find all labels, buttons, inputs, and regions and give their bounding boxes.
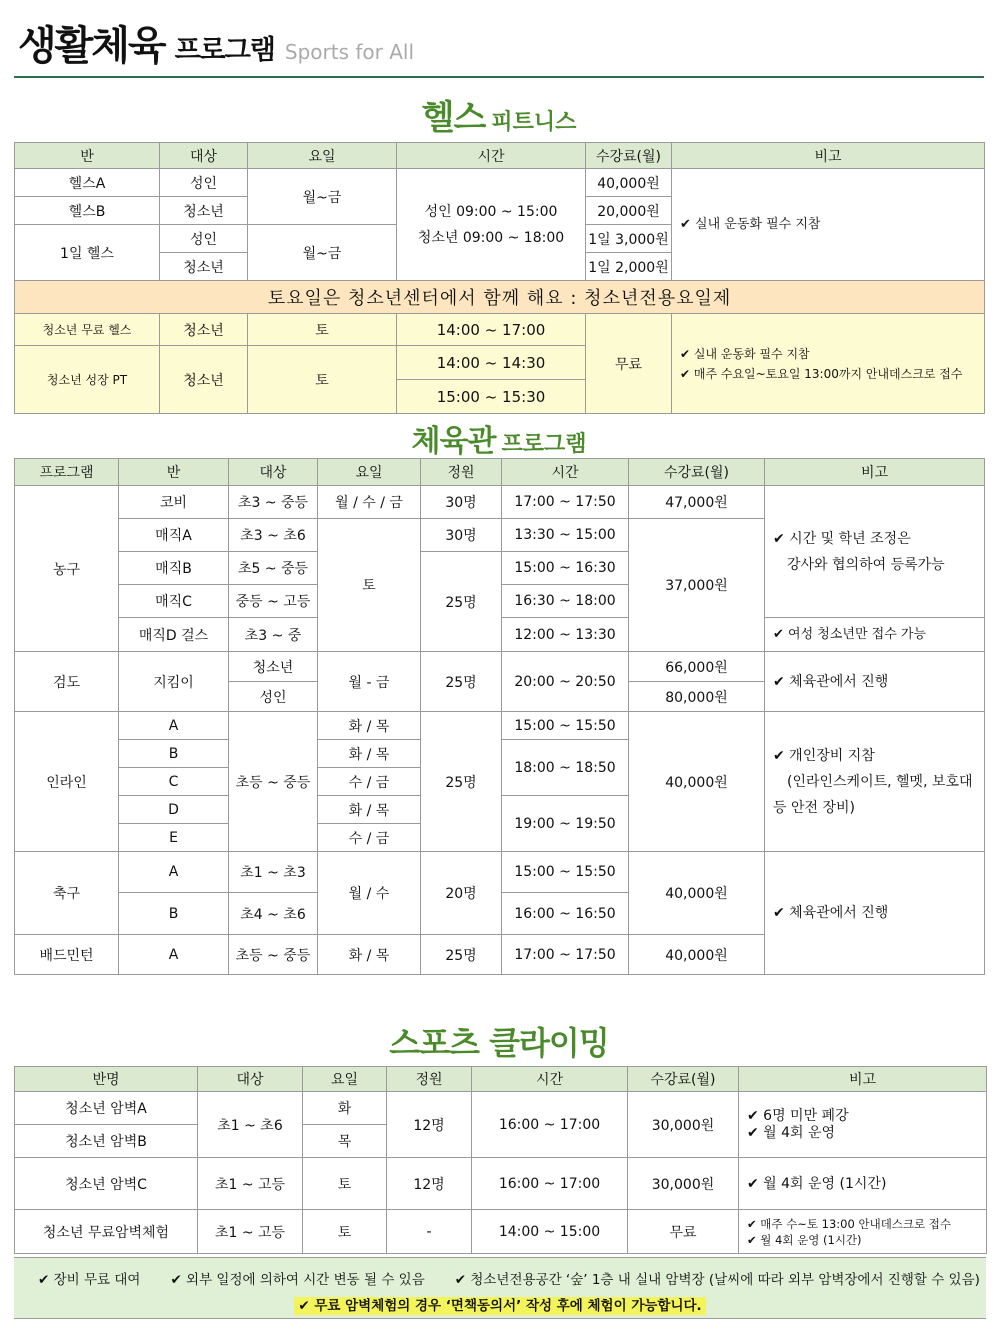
day-cell: 토 <box>248 314 397 346</box>
col-header: 반명 <box>15 1067 198 1092</box>
class-cell: 청소년 성장 PT <box>15 346 160 414</box>
climbing-section-title <box>14 1018 984 1062</box>
fee-cell: 30,000원 <box>628 1158 739 1210</box>
col-header: 시간 <box>502 459 629 486</box>
target-cell: 청소년 <box>160 314 248 346</box>
gym-title: 체육관 <box>411 424 496 459</box>
day-cell: 월 - 금 <box>318 652 421 712</box>
col-header: 반 <box>119 459 229 486</box>
fee-cell: 무료 <box>586 314 672 414</box>
day-cell: 토 <box>303 1158 387 1210</box>
note-cell <box>739 1210 987 1254</box>
col-header: 수강료(월) <box>628 1067 739 1092</box>
capacity-cell: 12명 <box>387 1158 472 1210</box>
page-subtitle: 프로그램 <box>174 35 275 66</box>
saturday-banner-row <box>15 281 985 314</box>
class-cell: E <box>119 824 229 852</box>
col-header: 반 <box>15 143 160 169</box>
col-header: 요일 <box>248 143 397 169</box>
col-header: 수강료(월) <box>629 459 765 486</box>
gym-section-title <box>14 416 984 459</box>
day-cell: 월~금 <box>248 169 397 225</box>
class-cell: 헬스B <box>15 197 160 225</box>
time-cell: 17:00 ~ 17:50 <box>502 486 629 519</box>
climbing-table <box>14 1066 987 1254</box>
note-line: ✔ 매주 수요일~토요일 13:00까지 안내데스크로 접수 <box>680 366 963 381</box>
gym-table <box>14 458 985 975</box>
program-cell: 검도 <box>15 652 119 712</box>
footer-notes <box>14 1257 986 1319</box>
health-title-sub: 피트니스 <box>491 110 577 135</box>
fee-cell: 1일 2,000원 <box>586 253 672 281</box>
target-cell: 초5 ~ 중등 <box>229 552 318 585</box>
class-cell: A <box>119 935 229 975</box>
class-cell: B <box>119 740 229 768</box>
col-header: 대상 <box>229 459 318 486</box>
page-title: 생활체육 <box>18 23 165 69</box>
col-header: 대상 <box>198 1067 303 1092</box>
time-cell: 15:00 ~ 16:30 <box>502 552 629 585</box>
note-line: ✔ 매주 수~토 13:00 안내데스크로 접수 <box>747 1216 951 1231</box>
time-cell: 17:00 ~ 17:50 <box>502 935 629 975</box>
target-cell: 초등 ~ 중등 <box>229 712 318 852</box>
day-cell: 화 / 목 <box>318 796 421 824</box>
target-cell: 청소년 <box>160 346 248 414</box>
time-cell: 18:00 ~ 18:50 <box>502 740 629 796</box>
note-line: ✔ 6명 미만 폐강 <box>747 1107 849 1124</box>
target-cell: 청소년 <box>229 652 318 682</box>
fee-cell: 40,000원 <box>629 852 765 935</box>
class-cell: 지킴이 <box>119 652 229 712</box>
saturday-banner: 토요일은 청소년센터에서 함께 해요 : 청소년전용요일제 <box>15 281 985 314</box>
class-cell: 헬스A <box>15 169 160 197</box>
class-cell: 청소년 암벽C <box>15 1158 198 1210</box>
fee-cell: 40,000원 <box>629 712 765 852</box>
time-cell: 16:30 ~ 18:00 <box>502 585 629 618</box>
col-header: 시간 <box>472 1067 628 1092</box>
day-cell: 화 / 목 <box>318 740 421 768</box>
note-cell: ✔ 실내 운동화 필수 지참 <box>672 169 985 281</box>
class-cell: 코비 <box>119 486 229 519</box>
day-cell: 수 / 금 <box>318 768 421 796</box>
target-cell: 성인 <box>160 169 248 197</box>
footer-line <box>38 1268 980 1288</box>
class-cell: 1일 헬스 <box>15 225 160 281</box>
time-cell: 19:00 ~ 19:50 <box>502 796 629 852</box>
day-cell: 월 / 수 <box>318 852 421 935</box>
class-cell: B <box>119 893 229 935</box>
note-cell <box>765 712 985 852</box>
class-cell: 청소년 암벽A <box>15 1092 198 1125</box>
fee-cell: 30,000원 <box>628 1092 739 1158</box>
capacity-cell: 25명 <box>421 935 502 975</box>
time-line: 성인 09:00 ~ 15:00 <box>424 203 558 220</box>
health-title: 헬스 <box>421 98 486 138</box>
col-header: 정원 <box>421 459 502 486</box>
footer-note: ✔ 장비 무료 대여 <box>38 1272 141 1288</box>
target-cell: 중등 ~ 고등 <box>229 585 318 618</box>
table-row <box>15 712 985 740</box>
target-cell: 초3 ~ 중 <box>229 618 318 652</box>
time-cell: 15:00 ~ 15:50 <box>502 712 629 740</box>
day-cell: 화 / 목 <box>318 712 421 740</box>
footer-note: ✔ 청소년전용공간 ‘숲’ 1층 내 실내 암벽장 (날씨에 따라 외부 암벽장에서 진행할 수 있음) <box>454 1272 980 1288</box>
day-cell: 토 <box>303 1210 387 1254</box>
fee-cell: 47,000원 <box>629 486 765 519</box>
climbing-title: 스포츠 클라이밍 <box>389 1024 609 1062</box>
col-header: 요일 <box>318 459 421 486</box>
page-subtitle-en: Sports for All <box>284 40 415 64</box>
class-cell: 청소년 무료 헬스 <box>15 314 160 346</box>
target-cell: 초1 ~ 고등 <box>198 1210 303 1254</box>
note-line: ✔ 실내 운동화 필수 지참 <box>680 346 810 361</box>
time-cell: 16:00 ~ 17:00 <box>472 1092 628 1158</box>
fee-cell: 40,000원 <box>629 935 765 975</box>
table-row <box>15 852 985 893</box>
time-cell: 15:00 ~ 15:50 <box>502 852 629 893</box>
page-header <box>18 14 414 71</box>
col-header: 비고 <box>739 1067 987 1092</box>
note-cell <box>672 314 985 414</box>
class-cell: A <box>119 712 229 740</box>
time-cell: 15:00 ~ 15:30 <box>397 380 586 414</box>
note-line: (인라인스케이트, 헬멧, 보호대 <box>787 773 973 790</box>
time-cell: 16:00 ~ 16:50 <box>502 893 629 935</box>
col-header: 비고 <box>765 459 985 486</box>
class-cell: D <box>119 796 229 824</box>
table-row <box>15 314 985 346</box>
day-cell: 토 <box>318 519 421 652</box>
class-cell: 매직A <box>119 519 229 552</box>
class-cell: 청소년 암벽B <box>15 1125 198 1158</box>
capacity-cell: 30명 <box>421 486 502 519</box>
note-line: 등 안전 장비) <box>773 799 855 816</box>
col-header: 정원 <box>387 1067 472 1092</box>
day-cell: 월~금 <box>248 225 397 281</box>
class-cell: 매직B <box>119 552 229 585</box>
day-cell: 토 <box>248 346 397 414</box>
col-header: 대상 <box>160 143 248 169</box>
capacity-cell: 25명 <box>421 552 502 652</box>
footer-highlight-line <box>14 1294 986 1314</box>
time-cell: 14:00 ~ 14:30 <box>397 346 586 380</box>
col-header: 수강료(월) <box>586 143 672 169</box>
fee-cell: 66,000원 <box>629 652 765 682</box>
note-cell: ✔ 여성 청소년만 접수 가능 <box>765 618 985 652</box>
table-row <box>15 1210 987 1254</box>
fee-cell: 20,000원 <box>586 197 672 225</box>
target-cell: 초1 ~ 고등 <box>198 1158 303 1210</box>
time-line: 청소년 09:00 ~ 18:00 <box>417 229 565 246</box>
capacity-cell: 25명 <box>421 652 502 712</box>
footer-note: ✔ 외부 일정에 의하여 시간 변동 될 수 있음 <box>170 1272 425 1288</box>
note-line: ✔ 월 4회 운영 (1시간) <box>747 1232 862 1247</box>
class-cell: 매직D 걸스 <box>119 618 229 652</box>
target-cell: 청소년 <box>160 253 248 281</box>
fee-cell: 80,000원 <box>629 682 765 712</box>
col-header: 요일 <box>303 1067 387 1092</box>
target-cell: 성인 <box>160 225 248 253</box>
table-row <box>15 486 985 519</box>
program-cell: 배드민턴 <box>15 935 119 975</box>
class-cell: 청소년 무료암벽체험 <box>15 1210 198 1254</box>
class-cell: 매직C <box>119 585 229 618</box>
note-line: ✔ 개인장비 지참 <box>773 747 875 764</box>
target-cell: 초3 ~ 중등 <box>229 486 318 519</box>
program-cell: 농구 <box>15 486 119 652</box>
table-row <box>15 169 985 197</box>
fee-cell: 1일 3,000원 <box>586 225 672 253</box>
target-cell: 초1 ~ 초3 <box>229 852 318 893</box>
capacity-cell: 12명 <box>387 1092 472 1158</box>
time-cell <box>397 169 586 281</box>
note-cell: ✔ 월 4회 운영 (1시간) <box>739 1158 987 1210</box>
target-cell: 초등 ~ 중등 <box>229 935 318 975</box>
day-cell: 월 / 수 / 금 <box>318 486 421 519</box>
time-cell: 20:00 ~ 20:50 <box>502 652 629 712</box>
table-row <box>15 1092 987 1125</box>
note-line: 강사와 협의하여 등록가능 <box>787 556 945 573</box>
note-cell: ✔ 체육관에서 진행 <box>765 852 985 975</box>
target-cell: 초3 ~ 초6 <box>229 519 318 552</box>
footer-highlight: ✔ 무료 암벽체험의 경우 ‘면책동의서’ 작성 후에 체험이 가능합니다. <box>294 1297 705 1315</box>
day-cell: 목 <box>303 1125 387 1158</box>
target-cell: 초1 ~ 초6 <box>198 1092 303 1158</box>
fee-cell: 40,000원 <box>586 169 672 197</box>
capacity-cell: 25명 <box>421 712 502 852</box>
day-cell: 화 / 목 <box>318 935 421 975</box>
capacity-cell: - <box>387 1210 472 1254</box>
table-row <box>15 652 985 682</box>
col-header: 프로그램 <box>15 459 119 486</box>
note-line: ✔ 시간 및 학년 조정은 <box>773 530 911 547</box>
target-cell: 초4 ~ 초6 <box>229 893 318 935</box>
target-cell: 성인 <box>229 682 318 712</box>
target-cell: 청소년 <box>160 197 248 225</box>
fee-cell: 37,000원 <box>629 519 765 652</box>
time-cell: 12:00 ~ 13:30 <box>502 618 629 652</box>
col-header: 비고 <box>672 143 985 169</box>
note-cell <box>739 1092 987 1158</box>
health-table <box>14 142 985 414</box>
note-cell <box>765 486 985 618</box>
time-cell: 13:30 ~ 15:00 <box>502 519 629 552</box>
health-section-title <box>14 90 984 136</box>
capacity-cell: 30명 <box>421 519 502 552</box>
time-cell: 16:00 ~ 17:00 <box>472 1158 628 1210</box>
note-line: ✔ 월 4회 운영 <box>747 1124 836 1141</box>
note-cell: ✔ 체육관에서 진행 <box>765 652 985 712</box>
table-row <box>15 1158 987 1210</box>
capacity-cell: 20명 <box>421 852 502 935</box>
program-cell: 인라인 <box>15 712 119 852</box>
header-divider <box>14 76 984 78</box>
col-header: 시간 <box>397 143 586 169</box>
program-cell: 축구 <box>15 852 119 935</box>
time-cell: 14:00 ~ 17:00 <box>397 314 586 346</box>
time-cell: 14:00 ~ 15:00 <box>472 1210 628 1254</box>
fee-cell: 무료 <box>628 1210 739 1254</box>
class-cell: A <box>119 852 229 893</box>
day-cell: 수 / 금 <box>318 824 421 852</box>
day-cell: 화 <box>303 1092 387 1125</box>
gym-title-sub: 프로그램 <box>501 432 587 457</box>
class-cell: C <box>119 768 229 796</box>
